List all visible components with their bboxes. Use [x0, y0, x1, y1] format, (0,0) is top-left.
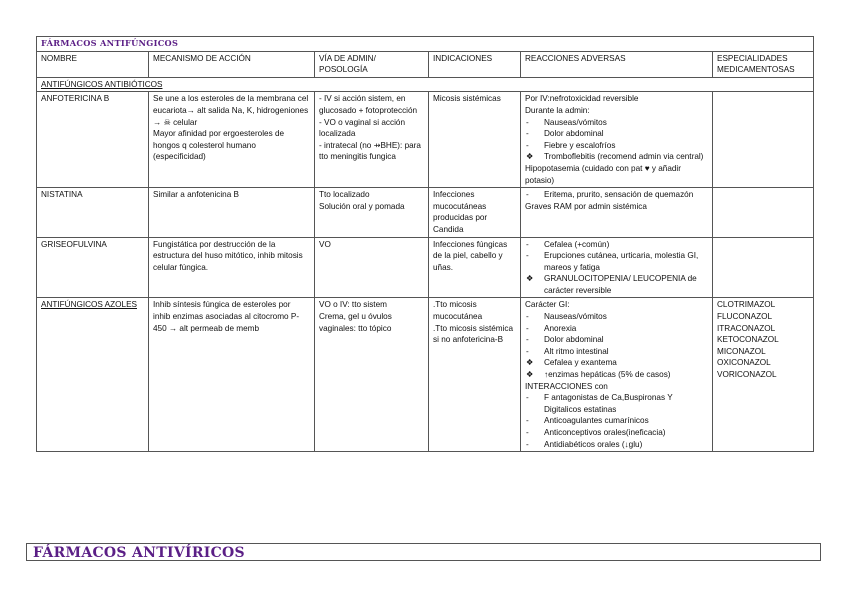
route-line: Tto localizado — [319, 190, 370, 200]
list-item-text: Cefalea (+común) — [544, 239, 610, 249]
adverse-list — [525, 311, 708, 381]
list-item-text: Eritema, prurito, sensación de quemazón — [544, 190, 694, 200]
specialty-item: FLUCONAZOL — [717, 312, 773, 322]
mechanism-line: Inhib síntesis fúngica de esteroles por inhib enzimas asociadas al citocromo P-450 → alt permeab de memb — [153, 300, 300, 333]
bullet-marker: ❖ — [526, 152, 534, 162]
bullet-marker: ❖ — [526, 274, 534, 284]
specialty-item: VORICONAZOL — [717, 370, 777, 380]
specialties-cell — [713, 237, 814, 298]
specialties-cell — [713, 298, 814, 452]
route-cell — [315, 237, 429, 298]
header-reacciones: REACCIONES ADVERSAS — [521, 51, 713, 77]
bullet-marker: - — [526, 393, 529, 403]
bullet-marker: - — [526, 239, 529, 249]
header-via: VÍA DE ADMIN/ POSOLOGÍA — [315, 51, 429, 77]
bullet-marker: - — [526, 117, 529, 127]
bullet-marker: - — [526, 346, 529, 356]
adverse-outro: Hipopotasemia (cuidado con pat ♥ y añadir potasio) — [525, 163, 681, 185]
route-cell — [315, 92, 429, 188]
header-nombre: NOMBRE — [37, 51, 149, 77]
route-line: Crema, gel u óvulos vaginales: tto tópico — [319, 312, 392, 333]
list-item — [525, 151, 708, 163]
mechanism-cell — [149, 237, 315, 298]
section-row — [37, 77, 814, 92]
bullet-marker: - — [526, 335, 529, 345]
list-item — [525, 128, 708, 140]
list-item — [525, 439, 708, 451]
antifungal-sheet — [36, 36, 813, 452]
adverse-intro: Por IV:nefrotoxicidad reversible — [525, 94, 639, 104]
bullet-marker: - — [526, 190, 529, 200]
adverse-intro: Durante la admin: — [525, 105, 590, 115]
indication-line: Micosis sistémicas — [433, 94, 501, 104]
list-item — [525, 239, 708, 251]
list-item — [525, 189, 708, 201]
list-item — [525, 346, 708, 358]
bullet-marker: ❖ — [526, 358, 534, 368]
adverse-outro: Graves RAM por admin sistémica — [525, 201, 647, 211]
specialty-item: ITRACONAZOL — [717, 323, 776, 333]
list-item — [525, 427, 708, 439]
mechanism-cell — [149, 92, 315, 188]
list-item-text: Dolor abdominal — [544, 335, 604, 345]
mechanism-line: Mayor afinidad por ergoesteroles de hongos q colesterol humano (especificidad) — [153, 129, 285, 162]
list-item — [525, 140, 708, 152]
list-item — [525, 323, 708, 335]
page-title: FÁRMACOS ANTIFÚNGICOS — [37, 37, 814, 52]
mechanism-line: Fungistática por destrucción de la estructura del huso mitótico, inhib mitosis celular fúngica. — [153, 239, 303, 272]
drug-name: GRISEOFULVINA — [37, 237, 149, 298]
bullet-marker: - — [526, 129, 529, 139]
bullet-marker: ❖ — [526, 370, 534, 380]
table-row — [37, 298, 814, 452]
route-line: VO o IV: tto sistem — [319, 300, 387, 310]
list-item-text: Alt ritmo intestinal — [544, 346, 609, 356]
indications-cell — [429, 92, 521, 188]
list-item-text: Cefalea y exantema — [544, 358, 617, 368]
table-row — [37, 237, 814, 298]
list-item-text: Fiebre y escalofríos — [544, 140, 616, 150]
bullet-marker: - — [526, 428, 529, 437]
list-item-text: GRANULOCITOPENIA/ LEUCOPENIA de carácter reversible — [544, 274, 697, 295]
bullet-marker: - — [526, 312, 529, 322]
list-item-text: ↑enzimas hepáticas (5% de casos) — [544, 370, 671, 380]
drug-name: ANFOTERICINA B — [37, 92, 149, 188]
interactions-label: INTERACCIONES con — [525, 381, 608, 391]
list-item-text: Dolor abdominal — [544, 129, 604, 139]
adverse-intro: Carácter GI: — [525, 300, 570, 310]
mechanism-line: Se une a los esteroles de la membrana cel eucariota→ alt salida Na, K, hidrogeniones → ☠ celular — [153, 94, 309, 127]
adverse-cell — [521, 298, 713, 452]
bullet-marker: - — [526, 140, 529, 150]
list-item — [525, 334, 708, 346]
specialties-cell — [713, 188, 814, 237]
list-item-text: Anticonceptivos orales(ineficacia) — [544, 428, 666, 437]
indications-cell — [429, 298, 521, 452]
section-label: ANTIFÚNGICOS ANTIBIÓTICOS — [41, 79, 163, 89]
list-item-text: Anorexia — [544, 323, 577, 333]
interactions-list — [525, 392, 708, 450]
list-item — [525, 357, 708, 369]
list-item-text: F antagonistas de Ca,Buspironas Y Digitalicos estatinas — [544, 393, 673, 414]
route-line: VO — [319, 239, 331, 249]
list-item-text: Erupciones cutánea, urticaria, molestia GI, mareos y fatiga — [544, 251, 699, 272]
route-line: Solución oral y pomada — [319, 201, 405, 211]
title-row — [37, 37, 814, 52]
list-item-text: Nauseas/vómitos — [544, 312, 607, 322]
adverse-list — [525, 239, 708, 297]
indications-cell — [429, 237, 521, 298]
drug-name: NISTATINA — [37, 188, 149, 237]
list-item-text: Anticoagulantes cumarínicos — [544, 416, 649, 426]
list-item — [525, 273, 708, 296]
list-item — [525, 369, 708, 381]
route-line: - intratecal (no ⇸BHE): para tto meningitis fungica — [319, 140, 421, 162]
header-indicaciones: INDICACIONES — [429, 51, 521, 77]
bullet-marker: - — [526, 416, 529, 426]
list-item — [525, 415, 708, 427]
list-item-text: Nauseas/vómitos — [544, 117, 607, 127]
list-item-text: Antidiabéticos orales (↓glu) — [544, 439, 643, 449]
route-cell — [315, 298, 429, 452]
adverse-cell — [521, 92, 713, 188]
specialties-cell — [713, 92, 814, 188]
indication-line: .Tto micosis sistémica si no anfotericina-B — [433, 323, 514, 345]
mechanism-cell — [149, 188, 315, 237]
list-item — [525, 117, 708, 129]
antifungal-table — [36, 36, 814, 452]
antiviral-section-title: FÁRMACOS ANTIVÍRICOS — [26, 543, 821, 561]
indication-line: .Tto micosis mucocutánea — [433, 300, 483, 322]
specialty-item: OXICONAZOL — [717, 358, 771, 368]
mechanism-cell — [149, 298, 315, 452]
adverse-list — [525, 117, 708, 163]
bullet-marker: - — [526, 323, 529, 333]
list-item — [525, 311, 708, 323]
drug-name: ANTIFÚNGICOS AZOLES — [41, 300, 137, 310]
bullet-marker: - — [526, 439, 529, 449]
indication-line: Infecciones mucocutáneas producidas por Candida — [433, 190, 488, 234]
mechanism-line: Similar a anfotenicina B — [153, 190, 240, 200]
header-especialidades: ESPECIALIDADES MEDICAMENTOSAS — [713, 51, 814, 77]
header-mecanismo: MECANISMO DE ACCIÓN — [149, 51, 315, 77]
specialty-item: CLOTRIMAZOL — [717, 300, 776, 310]
table-row — [37, 92, 814, 188]
specialty-item: KETOCONAZOL — [717, 335, 779, 345]
route-line: - VO o vaginal si acción localizada — [319, 117, 406, 139]
adverse-cell — [521, 188, 713, 237]
indication-line: Infecciones fúngicas de la piel, cabello y uñas. — [433, 239, 508, 272]
specialty-item: MICONAZOL — [717, 346, 766, 356]
table-row — [37, 188, 814, 237]
route-line: - IV si acción sistem, en glucosado + fotoprotección — [319, 94, 418, 115]
adverse-list — [525, 189, 708, 201]
drug-name-cell — [37, 298, 149, 452]
list-item — [525, 392, 708, 415]
list-item — [525, 250, 708, 273]
bullet-marker: - — [526, 251, 529, 261]
list-item-text: Tromboflebitis (recomend admin via central) — [544, 152, 704, 162]
indications-cell — [429, 188, 521, 237]
route-cell — [315, 188, 429, 237]
adverse-cell — [521, 237, 713, 298]
header-row — [37, 51, 814, 77]
